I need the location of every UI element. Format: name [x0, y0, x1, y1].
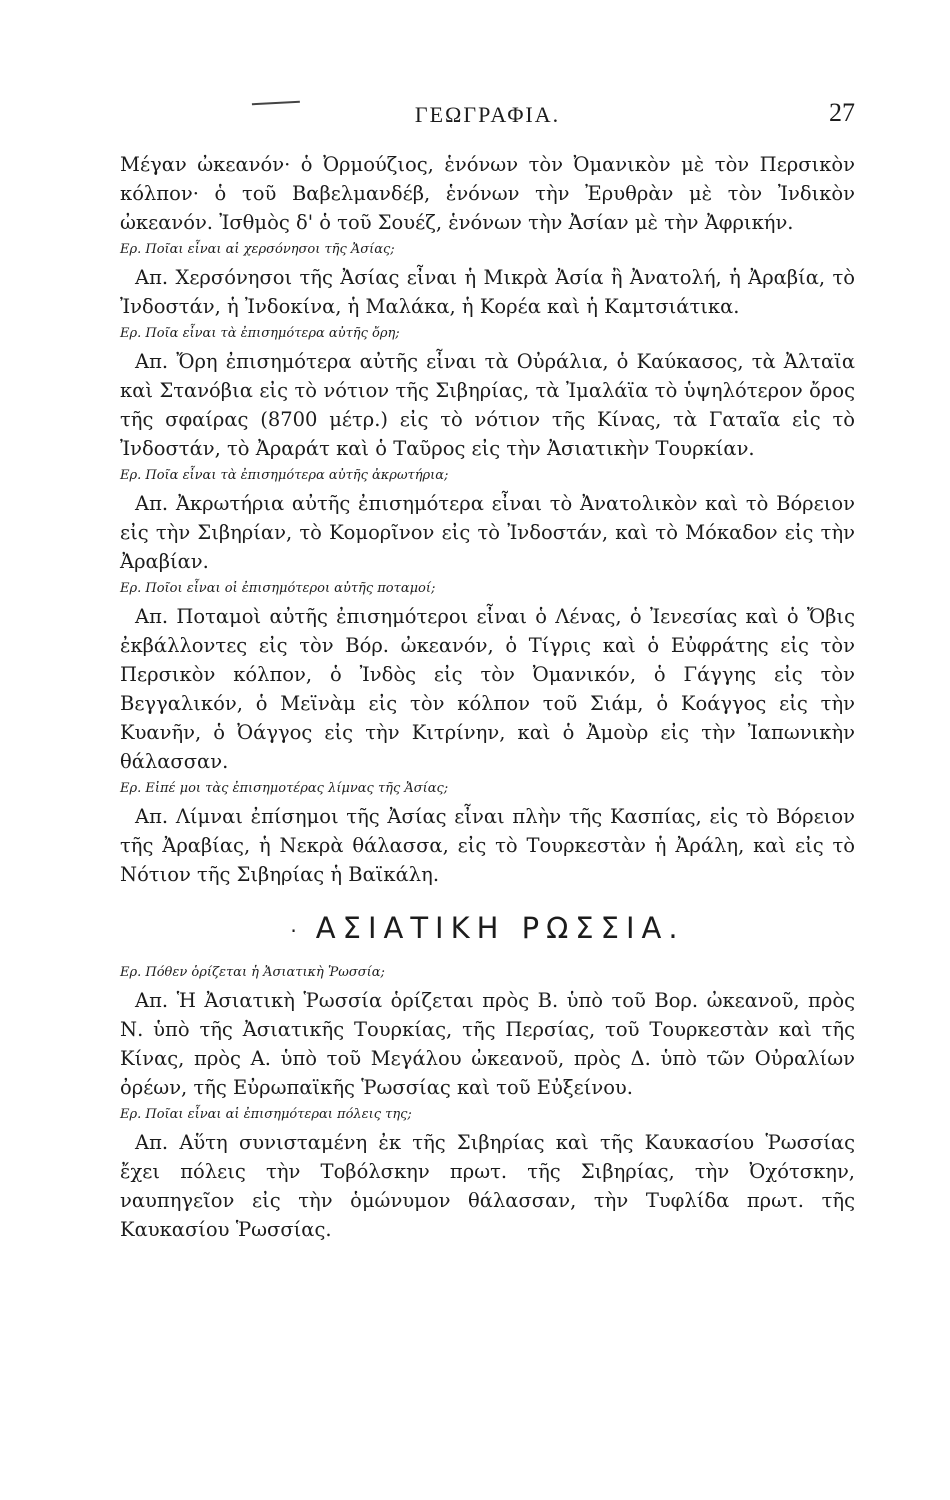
answer-cities: Απ. Αὕτη συνισταμένη ἐκ τῆς Σιβηρίας καὶ τῆς Καυκασίου Ῥωσσίας ἔχει πόλεις τὴν Τοβόλσκην πρωτ. τῆς Σιβηρίας, τὴν Ὀχότσκην, ναυπηγεῖον εἰς τὴν ὁμώνυμον θάλασσαν, τὴν Τυφλίδα πρωτ. τῆς Καυκασίου Ῥωσσίας. [120, 1131, 855, 1241]
answer-borders: Απ. Ἡ Ἀσιατικὴ Ῥωσσία ὁρίζεται πρὸς Β. ὑπὸ τοῦ Βορ. ὠκεανοῦ, πρὸς Ν. ὑπὸ τῆς Ἀσιατικῆς Τουρκίας, τῆς Περσίας, τοῦ Τουρκεστὰν καὶ τῆς Κίνας, πρὸς Α. ὑπὸ τοῦ Μεγάλου ὠκεανοῦ, πρὸς Δ. ὑπὸ τῶν Οὐραλίων ὀρέων, τῆς Εὐρωπαϊκῆς Ῥωσσίας καὶ τοῦ Εὐξείνου. [120, 989, 855, 1099]
section-heading-text: ΑΣΙΑΤΙΚΗ ΡΩΣΣΙΑ. [315, 911, 685, 945]
question-rivers: Ερ. Ποῖοι εἶναι οἱ ἐπισημότεροι αὐτῆς ποταμοί; [120, 581, 436, 596]
book-page [120, 0, 855, 1500]
question-mountains: Ερ. Ποῖα εἶναι τὰ ἐπισημότερα αὐτῆς ὄρη; [120, 326, 400, 341]
heading-bullet: · [290, 919, 304, 943]
answer-lakes: Απ. Λίμναι ἐπίσημοι τῆς Ἀσίας εἶναι πλὴν τῆς Κασπίας, εἰς τὸ Βόρειον τῆς Ἀραβίας, ἡ Νεκρὰ θάλασσα, εἰς τὸ Τουρκεστὰν ἡ Ἀράλη, καὶ εἰς τὸ Νότιον τῆς Σιβηρίας ἡ Βαϊκάλη. [120, 805, 855, 886]
answer-rivers: Απ. Ποταμοὶ αὐτῆς ἐπισημότεροι εἶναι ὁ Λένας, ὁ Ἰενεσίας καὶ ὁ Ὄβις ἐκβάλλοντες εἰς τὸν Βόρ. ὠκεανόν, ὁ Τίγρις καὶ ὁ Εὐφράτης εἰς τὸν Περσικὸν κόλπον, ὁ Ἰνδὸς εἰς τὸν Ὀμανικόν, ὁ Γάγγης εἰς τὸν Βεγγαλικόν, ὁ Μεϊνὰμ εἰς τὸν κόλπον τοῦ Σιάμ, ὁ Κοάγγος εἰς τὴν Κυανῆν, ὁ Ὀάγγος εἰς τὴν Κιτρίνην, καὶ ὁ Ἀμοὺρ εἰς τὴν Ἰαπωνικὴν θάλασσαν. [120, 605, 855, 773]
question-lakes: Ερ. Εἰπέ μοι τὰς ἐπισημοτέρας λίμνας τῆς Ἀσίας; [120, 781, 449, 796]
answer-mountains: Απ. Ὄρη ἐπισημότερα αὐτῆς εἶναι τὰ Οὐράλια, ὁ Καύκασος, τὰ Ἀλταϊα καὶ Στανόβια εἰς τὸ νότιον τῆς Σιβηρίας, τὰ Ἰμαλάϊα τὸ ὑψηλότερον ὄρος τῆς σφαίρας (8700 μέτρ.) εἰς τὸ νότιον τῆς Κίνας, τὰ Γαταῖα εἰς τὸ Ἰνδοστάν, τὸ Ἀραράτ καὶ ὁ Ταῦρος εἰς τὴν Ἀσιατικὴν Τουρκίαν. [120, 350, 855, 460]
question-peninsulas: Ερ. Ποῖαι εἶναι αἱ χερσόνησοι τῆς Ἀσίας; [120, 242, 395, 257]
paragraph-continuation: Μέγαν ὠκεανόν· ὁ Ὀρμούζιος, ἑνόνων τὸν Ὀμανικὸν μὲ τὸν Περσικὸν κόλπον· ὁ τοῦ Βαβελμανδέβ, ἑνόνων τὴν Ἐρυθρὰν μὲ τὸν Ἰνδικὸν ὠκεανόν. Ἰσθμὸς δ' ὁ τοῦ Σουέζ, ἑνόνων τὴν Ἀσίαν μὲ τὴν Ἀφρικήν. [120, 153, 855, 234]
question-borders: Ερ. Πόθεν ὁρίζεται ἡ Ἀσιατικὴ Ῥωσσία; [120, 965, 385, 980]
question-cities: Ερ. Ποῖαι εἶναι αἱ ἐπισημότεραι πόλεις της; [120, 1107, 412, 1122]
body-text [120, 150, 855, 1244]
question-capes: Ερ. Ποῖα εἶναι τὰ ἐπισημότερα αὐτῆς ἀκρωτήρια; [120, 468, 449, 483]
running-title: ΓΕΩΓΡΑΦΙΑ. [414, 102, 561, 127]
page-header [120, 96, 855, 136]
page-number: 27 [829, 98, 855, 127]
section-heading [120, 910, 855, 949]
answer-capes: Απ. Ἀκρωτήρια αὐτῆς ἐπισημότερα εἶναι τὸ Ἀνατολικὸν καὶ τὸ Βόρειον εἰς τὴν Σιβηρίαν, τὸ Κομορῖνον εἰς τὸ Ἰνδοστάν, καὶ τὸ Μόκαδον εἰς τὴν Ἀραβίαν. [120, 492, 855, 573]
answer-peninsulas: Απ. Χερσόνησοι τῆς Ἀσίας εἶναι ἡ Μικρὰ Ἀσία ἢ Ἀνατολή, ἡ Ἀραβία, τὸ Ἰνδοστάν, ἡ Ἰνδοκίνα, ἡ Μαλάκα, ἡ Κορέα καὶ ἡ Καμτσιάτικα. [120, 266, 855, 318]
